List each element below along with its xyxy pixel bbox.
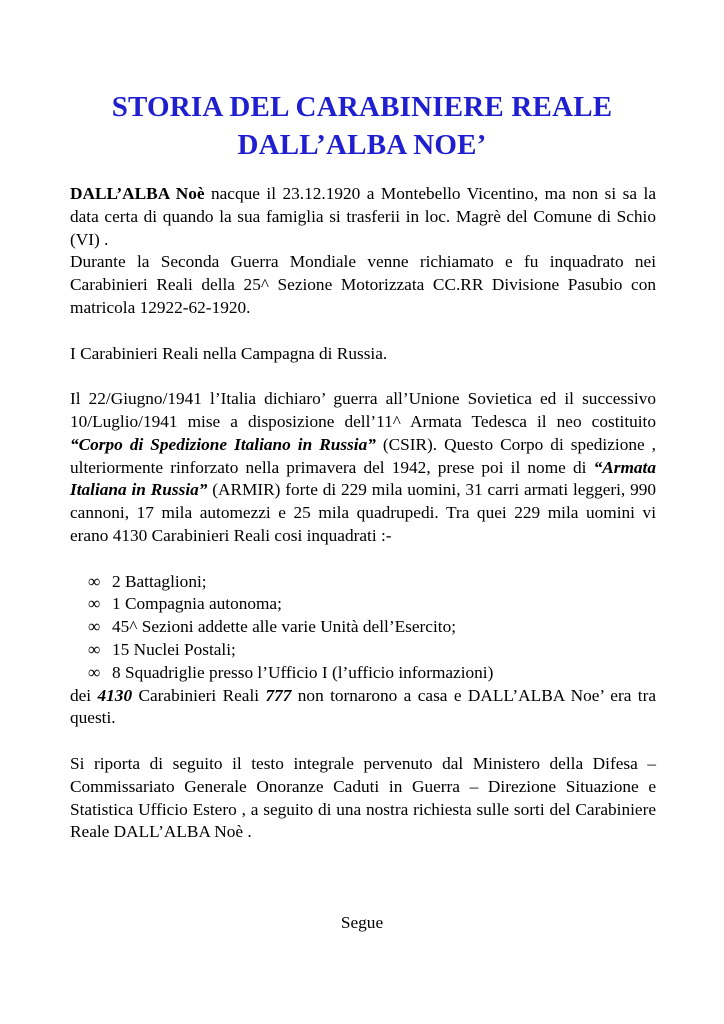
- infinity-bullet-icon: ∞: [88, 662, 101, 682]
- csir-name: “Corpo di Spedizione Italiano in Russia”: [70, 434, 376, 454]
- casualties-text-3: non tornarono a casa e DALL’ALBA Noe’ era tra questi.: [70, 685, 657, 728]
- campaign-text-2: (CSIR). Questo Corpo di spedizione , ulteriormente rinforzato nella primavera del 1942, prese poi il nome di: [70, 434, 656, 477]
- casualties-text-2: Carabinieri Reali: [132, 685, 266, 705]
- total-count: 4130: [97, 685, 133, 705]
- units-list: [70, 571, 656, 685]
- paragraph-campaign: [70, 388, 656, 548]
- list-item-text: 1 Compagnia autonoma;: [112, 594, 282, 614]
- infinity-bullet-icon: ∞: [88, 571, 101, 591]
- list-item-text: 8 Squadriglie presso l’Ufficio I (l’ufficio informazioni): [112, 662, 494, 682]
- paragraph-ministry: Si riporta di seguito il testo integrale pervenuto dal Ministero della Difesa –Commissariato Generale Onoranze Caduti in Guerra – Direzione Situazione e Statistica Ufficio Estero , a seguito di una nostra richiesta sulle sorti del Carabiniere Reale DALL’ALBA Noè .: [70, 753, 656, 842]
- continuation-footer: Segue: [340, 913, 384, 932]
- infinity-bullet-icon: ∞: [88, 617, 101, 637]
- list-item: [88, 616, 656, 639]
- list-item: [88, 662, 656, 685]
- campaign-text-1: Il 22/Giugno/1941 l’Italia dichiaro’ guerra all’Unione Sovietica ed il successivo 10/Luglio/1941 mise a disposizione dell’11^ Armata Tedesca il neo costituito: [70, 389, 656, 431]
- list-item: [88, 571, 656, 594]
- infinity-bullet-icon: ∞: [88, 594, 101, 614]
- document-title: [0, 88, 724, 164]
- list-item: [88, 593, 656, 616]
- list-item-text: 15 Nuclei Postali;: [112, 639, 236, 659]
- paragraph-war-service: Durante la Seconda Guerra Mondiale venne richiamato e fu inquadrato nei Carabinieri Reali della 25^ Sezione Motorizzata CC.RR Divisione Pasubio con matricola 12922-62-1920.: [70, 252, 656, 317]
- list-item-text: 45^ Sezioni addette alle varie Unità dell’Esercito;: [112, 617, 457, 637]
- campaign-text-3: (ARMIR) forte di 229 mila uomini, 31 carri armati leggeri, 990 cannoni, 17 mila automezzi e 25 mila quadrupedi. Tra quei 229 mila uomini vi erano 4130 Carabinieri Reali cosi inquadrati :-: [70, 480, 657, 545]
- paragraph-gap: [70, 730, 656, 753]
- armir-name: “Armata Italiana in Russia”: [70, 457, 656, 500]
- paragraph-section-heading: I Carabinieri Reali nella Campagna di Russia.: [70, 343, 388, 363]
- missing-count: 777: [265, 685, 292, 705]
- list-item: [88, 639, 656, 662]
- birth-text: nacque il 23.12.1920 a Montebello Vicentino, ma non si sa la data certa di quando la sua famiglia si trasferii in loc. Magrè del Comune di Schio (VI) .: [70, 184, 656, 249]
- document-body: [70, 183, 656, 844]
- paragraph-birth: [70, 183, 656, 251]
- paragraph-gap: [70, 320, 656, 343]
- title-line-2: DALL’ALBA NOE’: [237, 129, 487, 161]
- subject-name: DALL’ALBA Noè: [70, 184, 205, 203]
- infinity-bullet-icon: ∞: [88, 639, 101, 659]
- casualties-text-1: dei: [70, 685, 98, 705]
- title-line-1: STORIA DEL CARABINIERE REALE: [111, 91, 613, 123]
- paragraph-casualties: [70, 685, 656, 731]
- list-item-text: 2 Battaglioni;: [112, 571, 207, 591]
- paragraph-gap: [70, 365, 656, 388]
- paragraph-gap: [70, 548, 656, 571]
